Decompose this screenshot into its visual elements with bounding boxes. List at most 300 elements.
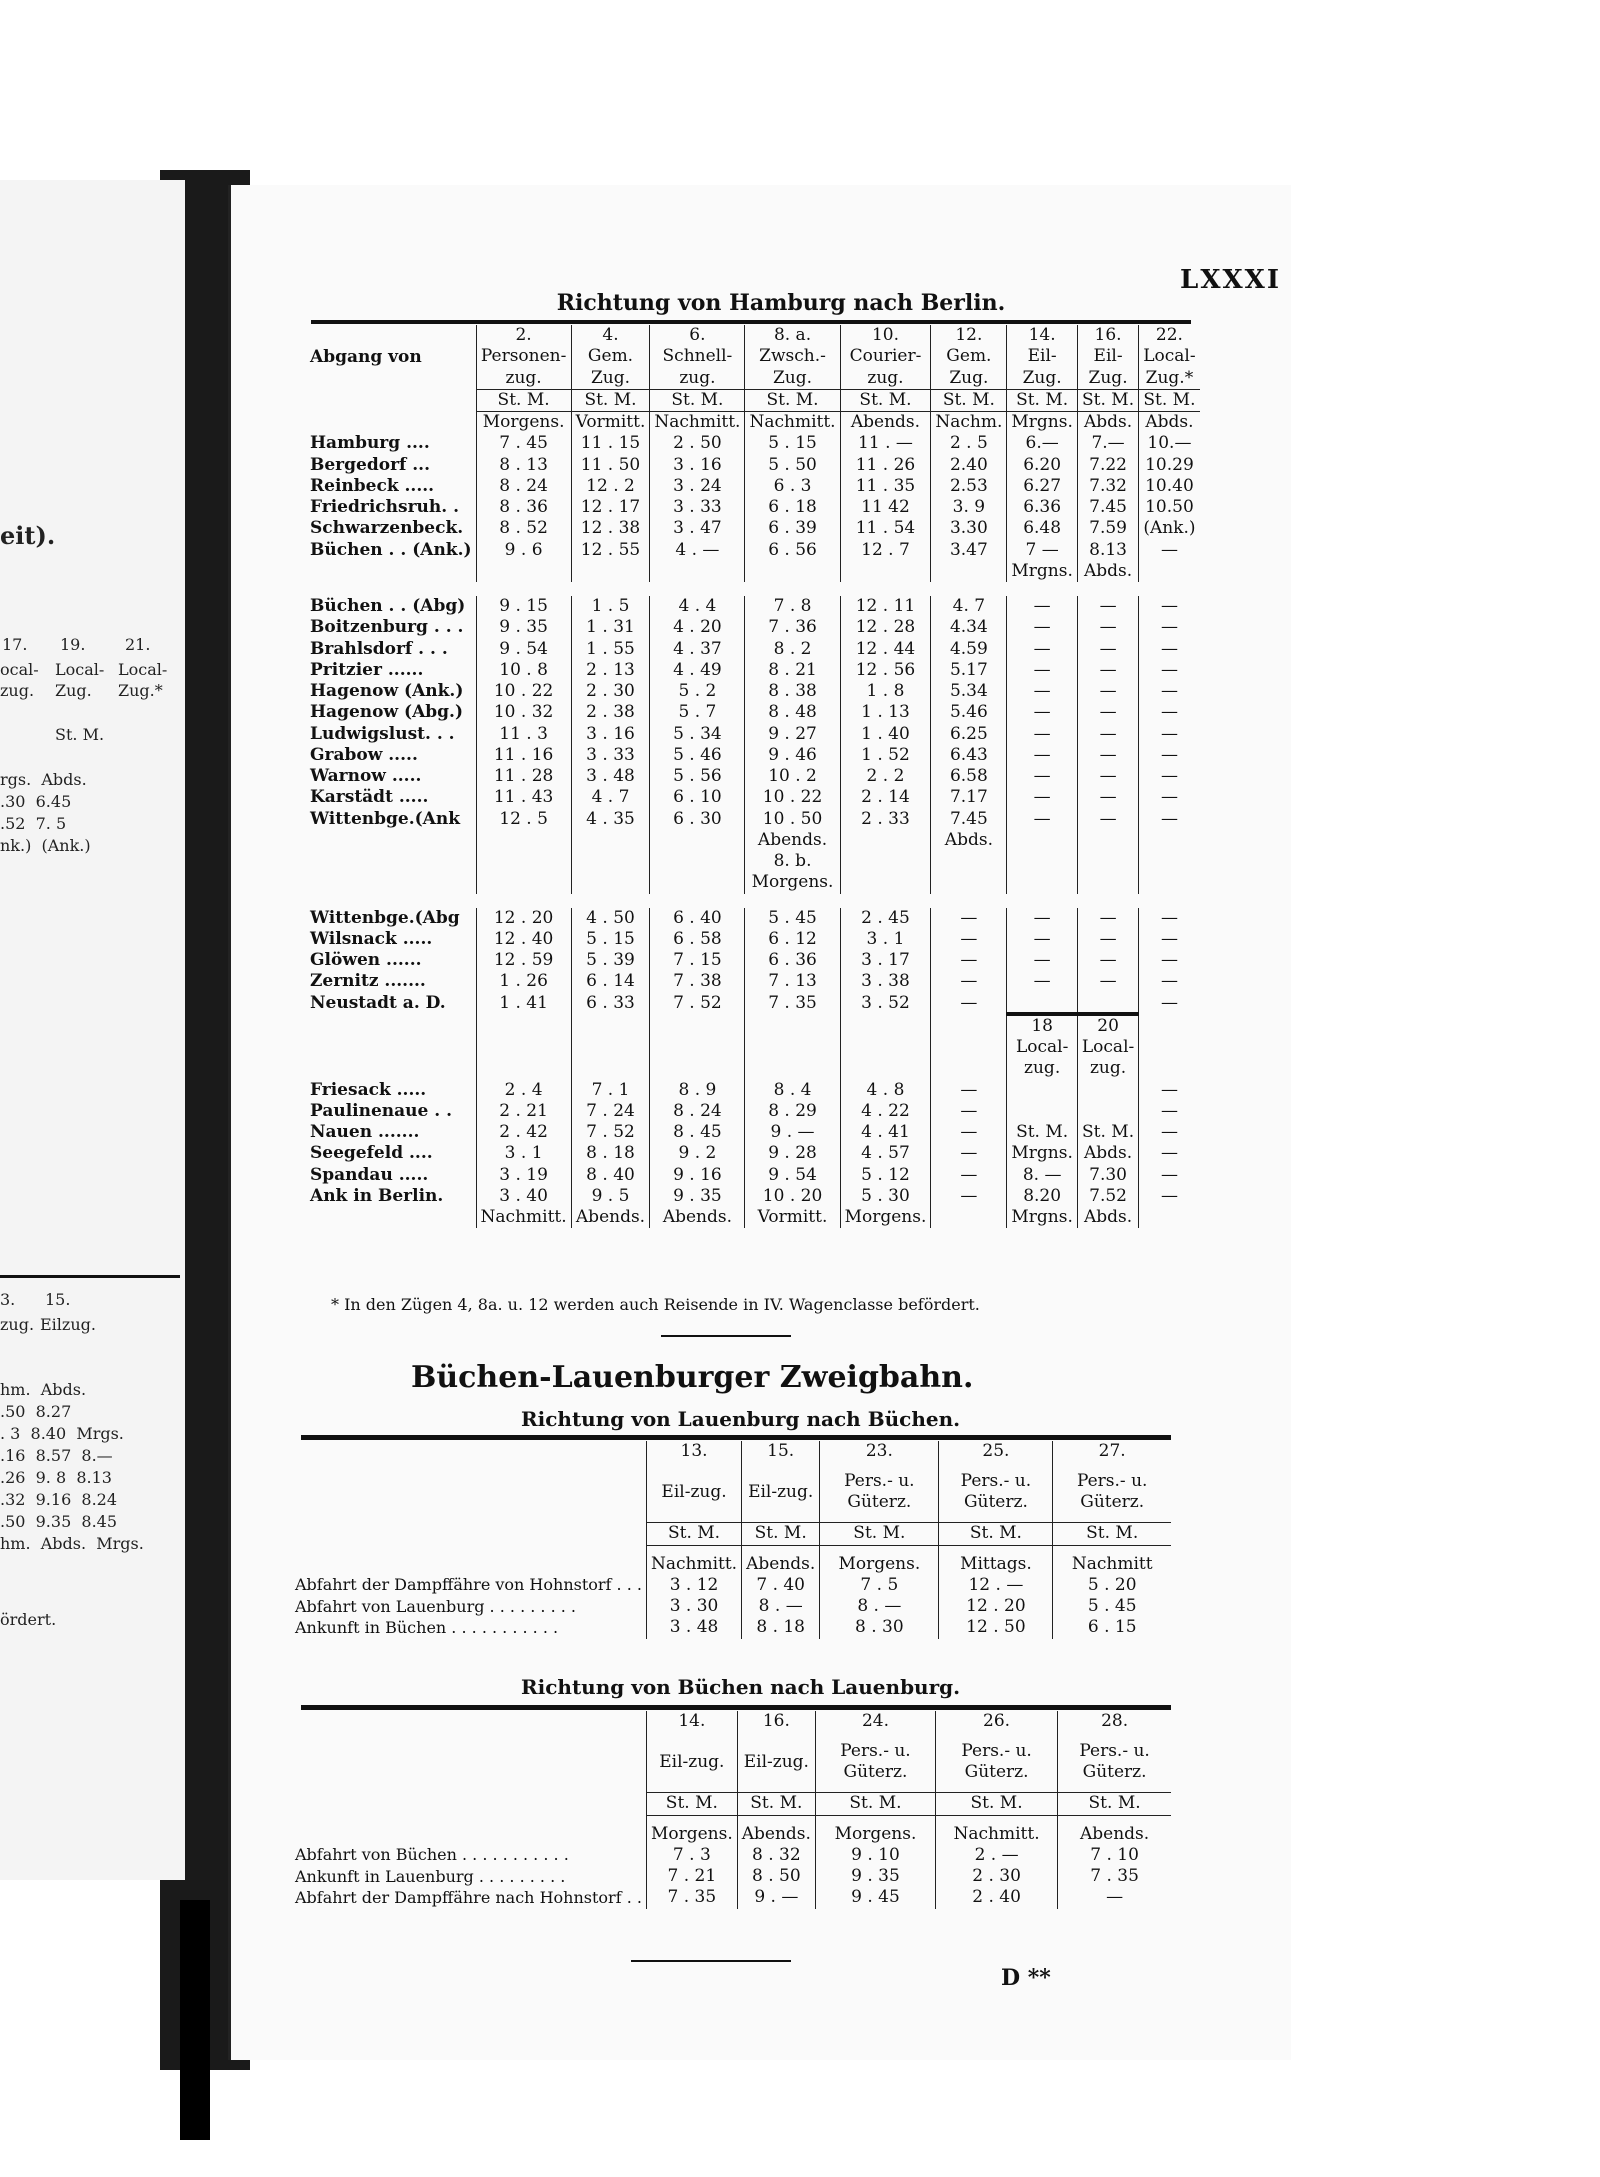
timetable-row-time: 6.25 [931,724,1007,745]
timetable-row-time: 8 . 2 [745,639,840,660]
timetable-row-time: 4 . 4 [650,596,745,617]
mid-note: 8. b. Morgens. [745,851,840,894]
period-row-time: Abends. [745,830,840,851]
timetable-row-time: 3 . 52 [840,993,931,1014]
timetable-row-time [1007,1080,1078,1101]
timetable-row-time: 3 . 19 [476,1165,571,1186]
train-number: 12. [931,325,1007,346]
left-row: .30 6.45 [0,792,72,811]
unit-label: St. M. [939,1523,1053,1545]
branch-timetable-2 [291,1711,1171,1909]
branch-time: 12 . — [939,1575,1053,1596]
timetable-row-time: 7 . 15 [650,950,745,971]
timetable-row-time: — [1007,724,1078,745]
timetable-row-time: 10.50 [1145,497,1194,517]
timetable-row-time: 8 . 21 [745,660,840,681]
period-label: Abends. [1058,1815,1171,1845]
train-number: 4. [571,325,650,346]
timetable-row-time: 4 . 20 [650,617,745,638]
timetable-row-time: — [1160,907,1178,928]
timetable-row-time: 6 . 14 [571,971,650,992]
timetable-row-time [1007,993,1078,1014]
period-row-time [745,561,840,582]
branch-time: 2 . 30 [935,1866,1057,1887]
timetable-row-station: Bergedorf ... [306,455,476,476]
timetable-row-time: — [1077,639,1138,660]
period-label: Nachmitt. [935,1815,1057,1845]
period-row-time: Abds. [931,830,1007,851]
timetable-row-time: 7 . 13 [745,971,840,992]
left-lower-name: zug. [0,1315,35,1334]
period-row-time [650,830,745,851]
timetable-row-time: 11 . 54 [840,518,931,539]
timetable-row-time: 1 . 13 [840,702,931,723]
train-name: Gem. Zug. [931,346,1007,389]
period-row-time: Abds. [1145,412,1194,432]
timetable-row-time: 12 . 28 [840,617,931,638]
branch-time: 7 . 3 [646,1845,737,1866]
period-row-time [571,561,650,582]
timetable-row-time: 4 . 57 [840,1143,931,1164]
timetable-row-time: 8 . 45 [650,1122,745,1143]
timetable-row-time: 9 . 54 [476,639,571,660]
mid-note [650,851,745,894]
book-gutter-lower [180,1900,210,2140]
timetable-row-time: — [1160,971,1178,992]
timetable-row-time: 3 . 1 [840,929,931,950]
timetable-row-time: 2 . 2 [840,766,931,787]
timetable-row-time: 1 . 55 [571,639,650,660]
timetable-row-station: Wittenbge.(Ank [306,809,476,830]
mid-note [931,851,1007,894]
timetable-row-time: 9 . 2 [650,1143,745,1164]
branch-time: 5 . 20 [1053,1575,1171,1596]
unit-label: St. M. [646,1793,737,1815]
timetable-row-time: 8 . 52 [476,518,571,539]
timetable-row-time: — [1077,724,1138,745]
train-name: Personen-zug. [476,346,571,389]
period-row-time [840,830,931,851]
timetable-row-time: — [1160,744,1178,765]
timetable-row-time: 10 . 22 [476,681,571,702]
timetable-row-time: 4.34 [931,617,1007,638]
branch-time: 12 . 50 [939,1617,1053,1638]
train-number: 15. [742,1441,820,1462]
timetable-row-time: 4 . 41 [840,1122,931,1143]
timetable-row-time: 2.53 [931,476,1007,497]
branch-time: 6 . 15 [1053,1617,1171,1638]
timetable-row-time: 6 . 3 [745,476,840,497]
unit-label: St. M. [1139,389,1200,411]
timetable-row-time: — [1160,723,1178,744]
train-name: Eil-Zug. [1007,346,1078,389]
period-row-time: Mrgns. [1007,1207,1078,1228]
train-name: Zwsch.-Zug. [745,346,840,389]
branch-station: Abfahrt von Büchen . . . . . . . . . . . [295,1845,569,1865]
timetable-row-time: 6 . 36 [745,950,840,971]
timetable-row-time: 4 . — [650,540,745,561]
period-row-station [306,1207,476,1228]
left-lower-head: 3. [0,1290,16,1309]
left-lower-row: hm. Abds. [0,1380,87,1399]
timetable-row-station: Hagenow (Ank.) [306,681,476,702]
timetable-row-time: (Ank.) [1143,518,1196,539]
period-label: Mittags. [939,1545,1053,1575]
timetable-row-time: 4 . 49 [650,660,745,681]
left-col-name: ocal-zug. [0,660,39,700]
period-label: Morgens. [815,1815,935,1845]
timetable-row-time: 12 . 5 [476,809,571,830]
timetable-row-time: 7.45 [1077,497,1138,518]
train-number: 2. [476,325,571,346]
timetable-row-time: 1 . 5 [571,596,650,617]
timetable-row-time: 10 . 20 [745,1186,840,1207]
timetable-row-time [1077,1080,1138,1101]
train-number: 10. [840,325,931,346]
timetable-row-time: 8 . 9 [650,1080,745,1101]
timetable-row-time: — [1160,928,1178,949]
period-row-time: Morgens. [476,412,571,434]
timetable-row-time: 2 . 30 [571,681,650,702]
branch-time: 8 . 30 [820,1617,939,1638]
period-row-time [1077,830,1138,851]
timetable-row-time: 11 . 3 [476,724,571,745]
unit-label: St. M. [646,1523,741,1545]
timetable-row-time: 4.59 [931,639,1007,660]
period-row-time: Abends. [571,1207,650,1228]
timetable-row-time: — [931,971,1007,992]
unit-label: St. M. [931,389,1007,411]
period-row-time [476,830,571,851]
unit-label: St. M. [935,1793,1057,1815]
left-col-name: Local-Zug.* [118,660,168,700]
period-label: Abends. [742,1545,820,1575]
timetable-row-time [1007,1101,1078,1122]
left-col-head: 21. [125,635,151,654]
timetable-row-station: Schwarzenbeck. [306,518,476,539]
timetable-row-time: — [1077,617,1138,638]
timetable-row-time: 1 . 26 [476,971,571,992]
timetable-row-station: Boitzenburg . . . [306,617,476,638]
train-name: Pers.- u. Güterz. [815,1732,935,1793]
branch-dir1-title: Richtung von Lauenburg nach Büchen. [521,1407,961,1431]
timetable-row-station: Spandau ..... [306,1165,476,1186]
branch-station: Abfahrt von Lauenburg . . . . . . . . . [295,1596,577,1616]
train-name: Schnell-zug. [650,346,745,389]
train-number: 8. a. [745,325,840,346]
period-row-time: Nachmitt. [476,1207,571,1228]
mid-note [571,851,650,894]
branch-time: 9 . 10 [815,1845,935,1866]
timetable-row-time: 12 . 7 [840,540,931,561]
period-row-time: Nachmitt. [650,412,745,434]
branch-time: 7 . 21 [646,1866,737,1887]
timetable-row-time: 5.17 [931,660,1007,681]
left-lower-row: hm. Abds. Mrgs. [0,1534,144,1553]
branch-station: Ankunft in Lauenburg . . . . . . . . . [295,1866,566,1886]
branch-time: 7 . 10 [1058,1845,1171,1866]
timetable-row-time: 10 . 32 [476,702,571,723]
branch-time: 9 . 45 [815,1887,935,1908]
timetable-row-time: 7 . 52 [650,993,745,1014]
timetable-row-time: — [1160,992,1178,1013]
timetable-row-time: 2 . 4 [476,1080,571,1101]
unit-label: St. M. [1077,389,1138,411]
train-number: 23. [820,1441,939,1462]
period-row-time: Abds. [1077,1207,1138,1228]
branch-station: Ankunft in Büchen . . . . . . . . . . . [295,1617,559,1637]
timetable-row-time: — [1077,971,1138,992]
timetable-row-time: 9 . 27 [745,724,840,745]
period-label: Morgens. [646,1815,737,1845]
timetable-row-station: Büchen . . (Ank.) [306,540,476,561]
timetable-row-station: Seegefeld .... [306,1143,476,1164]
timetable-row-time: 12 . 55 [571,540,650,561]
timetable-row-time: 6 . 18 [745,497,840,518]
timetable-row-time: 7 . 52 [571,1122,650,1143]
branch-time: 7 . 5 [820,1575,939,1596]
left-lower-row: .32 9.16 8.24 [0,1490,118,1509]
timetable-row-time: 7 . 24 [571,1101,650,1122]
timetable-row-station: Hamburg .... [306,433,476,454]
unit-label: St. M. [571,389,650,411]
timetable-row-time: — [1160,1185,1178,1206]
timetable-row-time: 2 . 45 [840,908,931,929]
blank-cell [291,1815,646,1845]
timetable-row-time: — [931,993,1007,1014]
train-number: 14. [646,1711,737,1732]
timetable-row-time: 10 . 22 [745,787,840,808]
period-label: Nachmitt. [646,1545,741,1575]
left-col-head: 19. [60,635,86,654]
timetable-row-time: 10.— [1147,433,1192,454]
train-number: 13. [646,1441,741,1462]
timetable-row-time: 3 . 17 [840,950,931,971]
timetable-row-time: 11 . 15 [571,433,650,454]
timetable-row-time: 3 . 38 [840,971,931,992]
branch-time: 8 . — [820,1596,939,1617]
timetable-row-time: 11 . 50 [571,455,650,476]
period-row-time [476,561,571,582]
footnote: * In den Zügen 4, 8a. u. 12 werden auch Reisende in IV. Wagenclasse befördert. [331,1295,980,1314]
timetable-row-time: — [1160,950,1178,970]
train-number: 25. [939,1441,1053,1462]
timetable-row-time: 3 . 47 [650,518,745,539]
timetable-row-time: 2 . 14 [840,787,931,808]
timetable-row-time: 2 . 38 [571,702,650,723]
timetable-row-time: — [1160,1100,1178,1121]
timetable-row-time: 3.47 [931,540,1007,561]
timetable-row-time: 1 . 41 [476,993,571,1014]
period-row-time: Abends. [840,412,931,434]
timetable-row-station: Grabow ..... [306,745,476,766]
period-row-time: Nachmitt. [745,412,840,434]
timetable-page [228,185,1291,2060]
timetable-row-time: 6.27 [1007,476,1078,497]
branch-time: 8 . 18 [742,1617,820,1638]
timetable-row-time: 7.30 [1077,1165,1138,1186]
left-page-fragment [0,180,185,1880]
left-col-name: Local-Zug. [55,660,105,700]
timetable-row-time: 9 . 6 [476,540,571,561]
timetable-row-time: — [1160,681,1178,701]
unit-label: St. M. [840,389,931,411]
timetable-row-station: Warnow ..... [306,766,476,787]
timetable-row-time: 12 . 40 [476,929,571,950]
timetable-row-time: 11 . — [840,433,931,454]
train-name: Gem. Zug. [571,346,650,389]
timetable-row-time: 10 . 50 [745,809,840,830]
timetable-row-time: 7.52 [1077,1186,1138,1207]
left-row: .52 7. 5 [0,814,67,833]
timetable-row-time: 5 . 12 [840,1165,931,1186]
timetable-row-time: — [1077,660,1138,681]
timetable-row-time: 9 . 16 [650,1165,745,1186]
train-name: Pers.- u. Güterz. [939,1462,1053,1523]
timetable-row-time: 6 . 12 [745,929,840,950]
branch-time: 8 . — [742,1596,820,1617]
timetable-row-time: 6 . 30 [650,809,745,830]
timetable-row-time: 2 . 13 [571,660,650,681]
timetable-row-time: 3 . 48 [571,766,650,787]
timetable-row-time: — [1007,681,1078,702]
timetable-row-time: — [1160,659,1178,680]
timetable-row-time: 8.13 [1077,540,1138,561]
train-name: Eil-zug. [646,1462,741,1523]
timetable-row-station: Paulinenaue . . [306,1101,476,1122]
timetable-row-time: 12 . 2 [571,476,650,497]
timetable-row-time: 2 . 50 [650,433,745,454]
local-train-header: 18 Local-zug. [1007,1014,1078,1080]
branch-time: 8 . 50 [737,1866,815,1887]
timetable-row-time: — [931,1186,1007,1207]
timetable-row-time: — [1160,596,1178,616]
signature-mark: D ** [1001,1965,1051,1991]
timetable-row-time: St. M. [1077,1122,1138,1143]
timetable-row-time: 6.48 [1007,518,1078,539]
timetable-row-time: — [931,929,1007,950]
timetable-row-time [1077,993,1138,1014]
blank-cell [291,1441,646,1545]
timetable-row-time: 3 . 16 [650,455,745,476]
unit-label: St. M. [1007,389,1078,411]
timetable-row-station: Brahlsdorf . . . [306,639,476,660]
left-lower-row: .50 9.35 8.45 [0,1512,118,1531]
timetable-row-station: Wilsnack ..... [306,929,476,950]
timetable-row-time: 7 . 36 [745,617,840,638]
timetable-row-time: 8. — [1007,1165,1078,1186]
left-lower-row: . 3 8.40 Mrgs. [0,1424,124,1443]
timetable-row-time: 9 . 15 [476,596,571,617]
timetable-row-time: 5.46 [931,702,1007,723]
timetable-row-time: 5 . 7 [650,702,745,723]
timetable-row-time: 8 . 38 [745,681,840,702]
timetable-row-time: 11 . 16 [476,745,571,766]
period-row-time [1139,1207,1200,1228]
timetable-row-time: — [1007,660,1078,681]
timetable-row-time: — [931,950,1007,971]
timetable-row-station: Büchen . . (Abg) [306,596,476,617]
timetable-row-time: — [1007,971,1078,992]
period-row-time [1139,830,1200,851]
timetable-row-station: Pritzier ...... [306,660,476,681]
timetable-row-time: 4 . 50 [571,908,650,929]
left-lower-row: .50 8.27 [0,1402,72,1421]
timetable-row-time: 12 . 44 [840,639,931,660]
train-name: Pers.- u. Güterz. [1053,1462,1171,1523]
timetable-row-time: — [1077,929,1138,950]
timetable-row-time: 6.43 [931,745,1007,766]
timetable-row-time: 10.29 [1145,454,1194,475]
timetable-row-time: — [1007,596,1078,617]
timetable-row-time: 5 . 30 [840,1186,931,1207]
timetable-row-time: 4 . 8 [840,1080,931,1101]
left-lower-name: Eilzug. [40,1315,96,1334]
timetable-row-time: 7 . 8 [745,596,840,617]
branch-time: 9 . 35 [815,1866,935,1887]
timetable-row-station: Friedrichsruh. . [306,497,476,518]
train-number: 16. [1077,325,1138,346]
timetable-row-time: 3.30 [931,518,1007,539]
timetable-row-time: — [1160,617,1178,638]
timetable-row-time: 5 . 56 [650,766,745,787]
timetable-row-time: 6 . 33 [571,993,650,1014]
unit-label: St. M. [745,389,840,411]
left-heading: eit). [0,521,56,550]
period-row-time [571,830,650,851]
timetable-row-time: 7 . 35 [745,993,840,1014]
timetable-row-time: — [1077,908,1138,929]
timetable-row-time: 5 . 34 [650,724,745,745]
timetable-row-time: 12 . 11 [840,596,931,617]
timetable-row-time: 1 . 52 [840,745,931,766]
branch-timetable-1 [291,1441,1171,1639]
train-name: Eil-zug. [646,1732,737,1793]
branch-time: 8 . 32 [737,1845,815,1866]
station-header: Abgang von [306,325,476,389]
timetable-row-time: — [1160,787,1178,808]
timetable-row-time: 2 . 42 [476,1122,571,1143]
timetable-row-time: 3 . 1 [476,1143,571,1164]
train-name: Eil-zug. [737,1732,815,1793]
unit-label: St. M. [650,389,745,411]
period-row-time: Abends. [650,1207,745,1228]
timetable-row-time: 5 . 45 [745,908,840,929]
blank-cell [650,1014,745,1080]
timetable-row-time: 7.59 [1077,518,1138,539]
branch-station: Abfahrt der Dampffähre von Hohnstorf . . . [295,1575,642,1595]
timetable-row-time: — [931,1101,1007,1122]
timetable-row-time: 5 . 15 [745,433,840,454]
timetable-row-time: 8 . 36 [476,497,571,518]
timetable-row-station: Ank in Berlin. [306,1186,476,1207]
branch-time: — [1058,1887,1171,1908]
timetable-row-time: — [1160,1164,1178,1185]
blank-cell [931,1014,1007,1080]
timetable-row-time: St. M. [1007,1122,1078,1143]
timetable-row-time: 7.— [1077,433,1138,454]
timetable-row-time: 10 . 8 [476,660,571,681]
timetable-row-time: 3 . 33 [571,745,650,766]
timetable-row-time: 2.40 [931,455,1007,476]
timetable-row-station: Nauen ....... [306,1122,476,1143]
timetable-row-time: 9 . 35 [476,617,571,638]
train-number: 6. [650,325,745,346]
timetable-row-time: 11 . 26 [840,455,931,476]
local-train-header: 20 Local-zug. [1077,1014,1138,1080]
timetable-row-time: 9 . 5 [571,1186,650,1207]
timetable-row-time: — [1160,702,1178,723]
